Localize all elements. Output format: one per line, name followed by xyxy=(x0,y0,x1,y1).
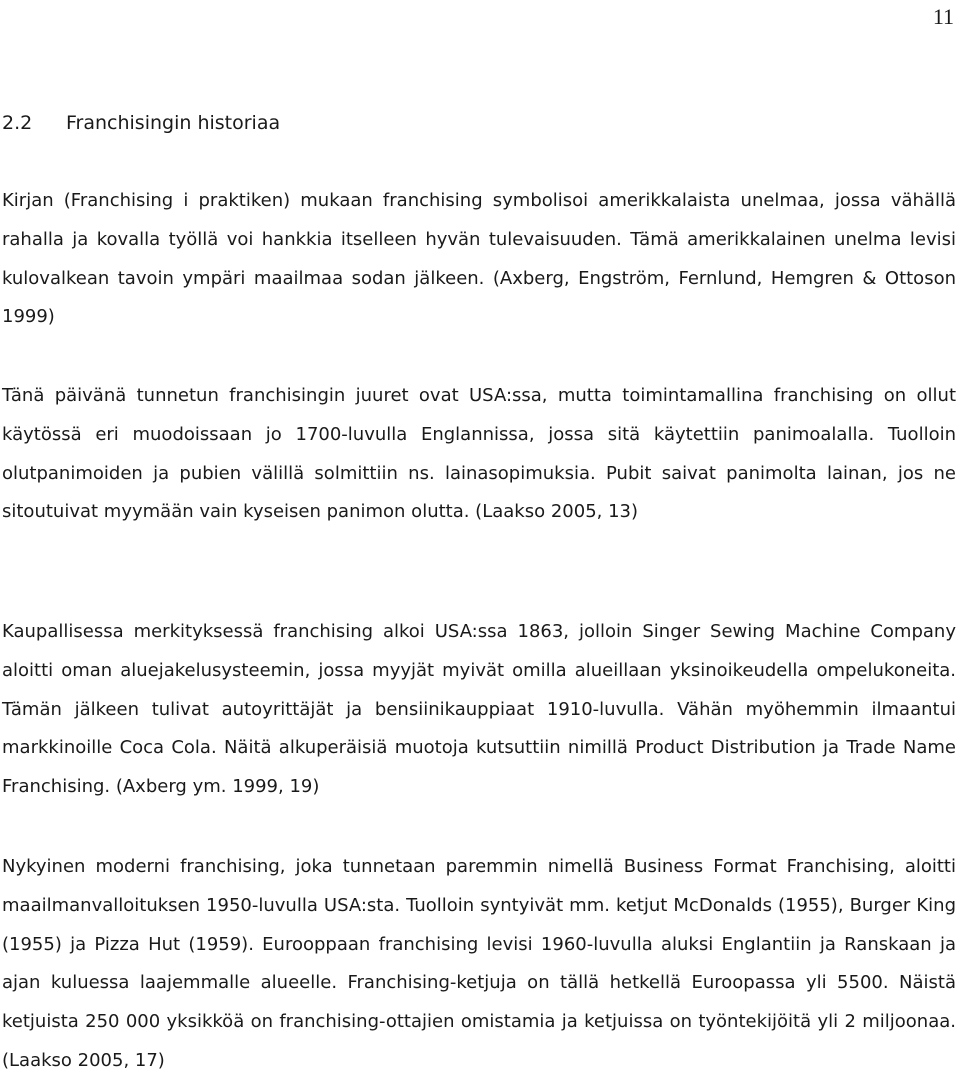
paragraph-origins-england: Tänä päivänä tunnetun franchisingin juuret ovat USA:ssa, mutta toimintamallina franchising on ollut käytössä eri muodoissaan jo 1700-luvulla Englannissa, jossa sitä käytettiin panimoalalla. Tuolloin olutpanimoiden ja pubien välillä solmittiin ns. lainasopimuksia. Pubit saivat panimolta lainan, jos ne sitoutuivat myymään vain kyseisen panimon olutta. (Laakso 2005, 13) xyxy=(2,385,956,523)
paragraph-american-dream: Kirjan (Franchising i praktiken) mukaan franchising symbolisoi amerikkalaista unelmaa, jossa vähällä rahalla ja kovalla työllä voi hankkia itselleen hyvän tulevaisuuden. Tämä amerikkalainen unelma levisi kulovalkean tavoin ympäri maailmaa sodan jälkeen. (Axberg, Engström, Fernlund, Hemgren & Ottoson 1999) xyxy=(2,190,956,328)
section-title: Franchisingin historiaa xyxy=(66,112,281,134)
page-number: 11 xyxy=(932,4,954,29)
paragraph-modern-franchising: Nykyinen moderni franchising, joka tunnetaan paremmin nimellä Business Format Franchising, aloitti maailmanvalloituksen 1950-luvulla USA:sta. Tuolloin syntyivät mm. ketjut McDonalds (1955), Burger King (1955) ja Pizza Hut (1959). Eurooppaan franchising levisi 1960-luvulla aluksi Englantiin ja Ranskaan ja ajan kuluessa laajemmalle alueelle. Franchising-ketjuja on tällä hetkellä Euroopassa yli 5500. Näistä ketjuista 250 000 yksikköä on franchising-ottajien omistamia ja ketjuissa on työntekijöitä yli 2 miljoonaa. (Laakso 2005, 17) xyxy=(2,856,956,1071)
section-heading xyxy=(2,109,280,137)
paragraph-commercial-beginnings: Kaupallisessa merkityksessä franchising alkoi USA:ssa 1863, jolloin Singer Sewing Machine Company aloitti oman aluejakelusysteemin, jossa myyjät myivät omilla alueillaan yksinoikeudella ompelukoneita. Tämän jälkeen tulivat autoyrittäjät ja bensiinikauppiaat 1910-luvulla. Vähän myöhemmin ilmaantui markkinoille Coca Cola. Näitä alkuperäisiä muotoja kutsuttiin nimillä Product Distribution ja Trade Name Franchising. (Axberg ym. 1999, 19) xyxy=(2,621,956,798)
section-number: 2.2 xyxy=(2,112,33,134)
